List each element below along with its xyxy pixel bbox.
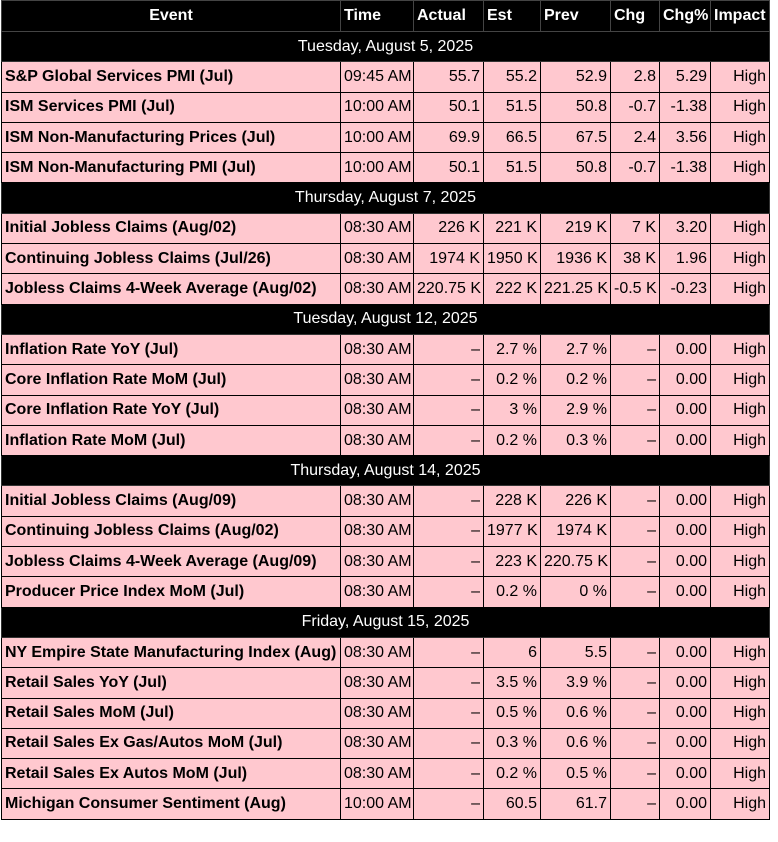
- column-header-prev: Prev: [541, 1, 611, 32]
- cell-chg: –: [611, 759, 660, 789]
- cell-chg-pct: 5.29: [660, 62, 711, 92]
- cell-impact: High: [711, 668, 770, 698]
- cell-actual: –: [414, 395, 484, 425]
- cell-time: 10:00 AM: [341, 789, 414, 819]
- cell-impact: High: [711, 334, 770, 364]
- table-row: [2, 334, 770, 364]
- table-row: [2, 486, 770, 516]
- cell-chg: 7 K: [611, 213, 660, 243]
- column-header-est: Est: [484, 1, 541, 32]
- cell-est: 3.5 %: [484, 668, 541, 698]
- cell-actual: –: [414, 577, 484, 607]
- cell-impact: High: [711, 728, 770, 758]
- cell-prev: 52.9: [541, 62, 611, 92]
- cell-est: 6: [484, 637, 541, 667]
- cell-prev: 1936 K: [541, 244, 611, 274]
- table-row: [2, 425, 770, 455]
- cell-chg-pct: 3.20: [660, 213, 711, 243]
- cell-event: Core Inflation Rate MoM (Jul): [2, 365, 341, 395]
- table-row: [2, 244, 770, 274]
- column-header-event: Event: [2, 1, 341, 32]
- cell-event: Producer Price Index MoM (Jul): [2, 577, 341, 607]
- cell-time: 08:30 AM: [341, 486, 414, 516]
- table-row: [2, 759, 770, 789]
- cell-actual: –: [414, 425, 484, 455]
- cell-actual: 69.9: [414, 122, 484, 152]
- cell-impact: High: [711, 425, 770, 455]
- header-row: [2, 1, 770, 32]
- table-header: [2, 1, 770, 32]
- cell-est: 0.2 %: [484, 425, 541, 455]
- cell-chg: –: [611, 668, 660, 698]
- date-group-label: Friday, August 15, 2025: [2, 607, 770, 637]
- cell-time: 08:30 AM: [341, 274, 414, 304]
- cell-chg-pct: 0.00: [660, 698, 711, 728]
- cell-prev: 2.7 %: [541, 334, 611, 364]
- cell-impact: High: [711, 274, 770, 304]
- date-group-row: [2, 183, 770, 213]
- cell-actual: 220.75 K: [414, 274, 484, 304]
- cell-actual: –: [414, 728, 484, 758]
- cell-chg-pct: -1.38: [660, 153, 711, 183]
- cell-impact: High: [711, 395, 770, 425]
- cell-prev: 221.25 K: [541, 274, 611, 304]
- date-group-label: Thursday, August 14, 2025: [2, 456, 770, 486]
- cell-actual: –: [414, 789, 484, 819]
- cell-chg: -0.7: [611, 92, 660, 122]
- column-header-impact: Impact: [711, 1, 770, 32]
- cell-event: Initial Jobless Claims (Aug/09): [2, 486, 341, 516]
- cell-prev: 50.8: [541, 153, 611, 183]
- table-row: [2, 516, 770, 546]
- cell-time: 08:30 AM: [341, 365, 414, 395]
- cell-est: 51.5: [484, 92, 541, 122]
- cell-chg: –: [611, 425, 660, 455]
- cell-impact: High: [711, 213, 770, 243]
- cell-chg-pct: 0.00: [660, 334, 711, 364]
- table-body: [2, 32, 770, 820]
- cell-impact: High: [711, 547, 770, 577]
- table-row: [2, 213, 770, 243]
- cell-impact: High: [711, 92, 770, 122]
- cell-est: 0.2 %: [484, 365, 541, 395]
- cell-chg: -0.7: [611, 153, 660, 183]
- cell-chg-pct: 0.00: [660, 637, 711, 667]
- cell-event: Inflation Rate MoM (Jul): [2, 425, 341, 455]
- cell-impact: High: [711, 153, 770, 183]
- cell-time: 08:30 AM: [341, 213, 414, 243]
- column-header-time: Time: [341, 1, 414, 32]
- cell-actual: –: [414, 547, 484, 577]
- cell-time: 08:30 AM: [341, 698, 414, 728]
- cell-est: 55.2: [484, 62, 541, 92]
- cell-prev: 5.5: [541, 637, 611, 667]
- table-row: [2, 274, 770, 304]
- table-row: [2, 547, 770, 577]
- cell-est: 0.3 %: [484, 728, 541, 758]
- cell-chg: -0.5 K: [611, 274, 660, 304]
- cell-impact: High: [711, 122, 770, 152]
- cell-chg-pct: 0.00: [660, 759, 711, 789]
- table-row: [2, 62, 770, 92]
- cell-chg-pct: 0.00: [660, 425, 711, 455]
- cell-est: 3 %: [484, 395, 541, 425]
- cell-chg: –: [611, 728, 660, 758]
- cell-event: Initial Jobless Claims (Aug/02): [2, 213, 341, 243]
- cell-event: ISM Non-Manufacturing Prices (Jul): [2, 122, 341, 152]
- cell-time: 08:30 AM: [341, 547, 414, 577]
- cell-chg-pct: 0.00: [660, 486, 711, 516]
- cell-event: Michigan Consumer Sentiment (Aug): [2, 789, 341, 819]
- cell-chg: –: [611, 486, 660, 516]
- cell-time: 10:00 AM: [341, 92, 414, 122]
- cell-event: Continuing Jobless Claims (Aug/02): [2, 516, 341, 546]
- cell-event: Retail Sales MoM (Jul): [2, 698, 341, 728]
- cell-prev: 0.6 %: [541, 728, 611, 758]
- table-row: [2, 668, 770, 698]
- cell-chg: 2.4: [611, 122, 660, 152]
- cell-actual: 55.7: [414, 62, 484, 92]
- cell-impact: High: [711, 577, 770, 607]
- cell-time: 09:45 AM: [341, 62, 414, 92]
- cell-prev: 220.75 K: [541, 547, 611, 577]
- cell-chg: –: [611, 547, 660, 577]
- cell-time: 08:30 AM: [341, 668, 414, 698]
- economic-calendar-table: [1, 0, 770, 820]
- cell-est: 1950 K: [484, 244, 541, 274]
- cell-chg-pct: 0.00: [660, 668, 711, 698]
- cell-actual: –: [414, 759, 484, 789]
- cell-event: Retail Sales Ex Autos MoM (Jul): [2, 759, 341, 789]
- cell-prev: 50.8: [541, 92, 611, 122]
- cell-actual: 50.1: [414, 92, 484, 122]
- cell-time: 10:00 AM: [341, 122, 414, 152]
- cell-est: 60.5: [484, 789, 541, 819]
- cell-prev: 2.9 %: [541, 395, 611, 425]
- cell-chg-pct: 0.00: [660, 577, 711, 607]
- cell-chg: 2.8: [611, 62, 660, 92]
- date-group-row: [2, 304, 770, 334]
- table-row: [2, 728, 770, 758]
- column-header-actual: Actual: [414, 1, 484, 32]
- cell-actual: –: [414, 668, 484, 698]
- date-group-row: [2, 32, 770, 62]
- cell-actual: –: [414, 516, 484, 546]
- cell-actual: –: [414, 486, 484, 516]
- cell-event: Jobless Claims 4-Week Average (Aug/09): [2, 547, 341, 577]
- cell-est: 228 K: [484, 486, 541, 516]
- date-group-row: [2, 607, 770, 637]
- cell-chg-pct: 0.00: [660, 365, 711, 395]
- cell-prev: 61.7: [541, 789, 611, 819]
- cell-actual: –: [414, 698, 484, 728]
- table-row: [2, 92, 770, 122]
- cell-est: 66.5: [484, 122, 541, 152]
- cell-prev: 0.2 %: [541, 365, 611, 395]
- cell-actual: 1974 K: [414, 244, 484, 274]
- cell-chg: –: [611, 789, 660, 819]
- table-row: [2, 637, 770, 667]
- cell-time: 08:30 AM: [341, 425, 414, 455]
- cell-chg-pct: -0.23: [660, 274, 711, 304]
- cell-time: 08:30 AM: [341, 244, 414, 274]
- cell-prev: 0.6 %: [541, 698, 611, 728]
- cell-time: 08:30 AM: [341, 637, 414, 667]
- cell-impact: High: [711, 789, 770, 819]
- cell-event: S&P Global Services PMI (Jul): [2, 62, 341, 92]
- table-row: [2, 122, 770, 152]
- table-row: [2, 577, 770, 607]
- cell-chg: –: [611, 334, 660, 364]
- cell-est: 0.5 %: [484, 698, 541, 728]
- cell-impact: High: [711, 516, 770, 546]
- cell-impact: High: [711, 698, 770, 728]
- cell-chg-pct: 3.56: [660, 122, 711, 152]
- cell-chg-pct: 1.96: [660, 244, 711, 274]
- date-group-label: Tuesday, August 5, 2025: [2, 32, 770, 62]
- date-group-label: Thursday, August 7, 2025: [2, 183, 770, 213]
- cell-impact: High: [711, 62, 770, 92]
- cell-chg: –: [611, 516, 660, 546]
- cell-impact: High: [711, 486, 770, 516]
- cell-impact: High: [711, 244, 770, 274]
- cell-est: 0.2 %: [484, 759, 541, 789]
- cell-prev: 0 %: [541, 577, 611, 607]
- cell-event: Continuing Jobless Claims (Jul/26): [2, 244, 341, 274]
- cell-time: 08:30 AM: [341, 334, 414, 364]
- cell-time: 08:30 AM: [341, 728, 414, 758]
- table-row: [2, 365, 770, 395]
- cell-impact: High: [711, 365, 770, 395]
- cell-chg-pct: -1.38: [660, 92, 711, 122]
- cell-impact: High: [711, 637, 770, 667]
- table-row: [2, 153, 770, 183]
- table-row: [2, 395, 770, 425]
- cell-chg: –: [611, 698, 660, 728]
- cell-prev: 226 K: [541, 486, 611, 516]
- cell-time: 08:30 AM: [341, 516, 414, 546]
- cell-prev: 219 K: [541, 213, 611, 243]
- cell-actual: 50.1: [414, 153, 484, 183]
- cell-actual: –: [414, 637, 484, 667]
- cell-event: Jobless Claims 4-Week Average (Aug/02): [2, 274, 341, 304]
- cell-est: 2.7 %: [484, 334, 541, 364]
- cell-chg: –: [611, 395, 660, 425]
- cell-event: Inflation Rate YoY (Jul): [2, 334, 341, 364]
- cell-event: NY Empire State Manufacturing Index (Aug): [2, 637, 341, 667]
- cell-prev: 0.3 %: [541, 425, 611, 455]
- cell-event: Retail Sales Ex Gas/Autos MoM (Jul): [2, 728, 341, 758]
- cell-event: ISM Services PMI (Jul): [2, 92, 341, 122]
- column-header-chg-pct: Chg%: [660, 1, 711, 32]
- table-row: [2, 698, 770, 728]
- cell-est: 222 K: [484, 274, 541, 304]
- cell-chg-pct: 0.00: [660, 516, 711, 546]
- cell-time: 08:30 AM: [341, 759, 414, 789]
- cell-actual: –: [414, 334, 484, 364]
- cell-chg: –: [611, 365, 660, 395]
- cell-est: 1977 K: [484, 516, 541, 546]
- cell-time: 08:30 AM: [341, 395, 414, 425]
- cell-chg: –: [611, 577, 660, 607]
- cell-actual: 226 K: [414, 213, 484, 243]
- cell-actual: –: [414, 365, 484, 395]
- cell-event: ISM Non-Manufacturing PMI (Jul): [2, 153, 341, 183]
- cell-impact: High: [711, 759, 770, 789]
- cell-est: 51.5: [484, 153, 541, 183]
- cell-chg-pct: 0.00: [660, 547, 711, 577]
- cell-chg-pct: 0.00: [660, 395, 711, 425]
- cell-chg-pct: 0.00: [660, 789, 711, 819]
- cell-prev: 3.9 %: [541, 668, 611, 698]
- cell-chg: –: [611, 637, 660, 667]
- cell-prev: 1974 K: [541, 516, 611, 546]
- date-group-label: Tuesday, August 12, 2025: [2, 304, 770, 334]
- cell-chg-pct: 0.00: [660, 728, 711, 758]
- cell-prev: 0.5 %: [541, 759, 611, 789]
- column-header-chg: Chg: [611, 1, 660, 32]
- cell-time: 08:30 AM: [341, 577, 414, 607]
- date-group-row: [2, 456, 770, 486]
- cell-event: Core Inflation Rate YoY (Jul): [2, 395, 341, 425]
- cell-prev: 67.5: [541, 122, 611, 152]
- cell-chg: 38 K: [611, 244, 660, 274]
- cell-est: 0.2 %: [484, 577, 541, 607]
- cell-est: 223 K: [484, 547, 541, 577]
- cell-event: Retail Sales YoY (Jul): [2, 668, 341, 698]
- table-row: [2, 789, 770, 819]
- cell-est: 221 K: [484, 213, 541, 243]
- cell-time: 10:00 AM: [341, 153, 414, 183]
